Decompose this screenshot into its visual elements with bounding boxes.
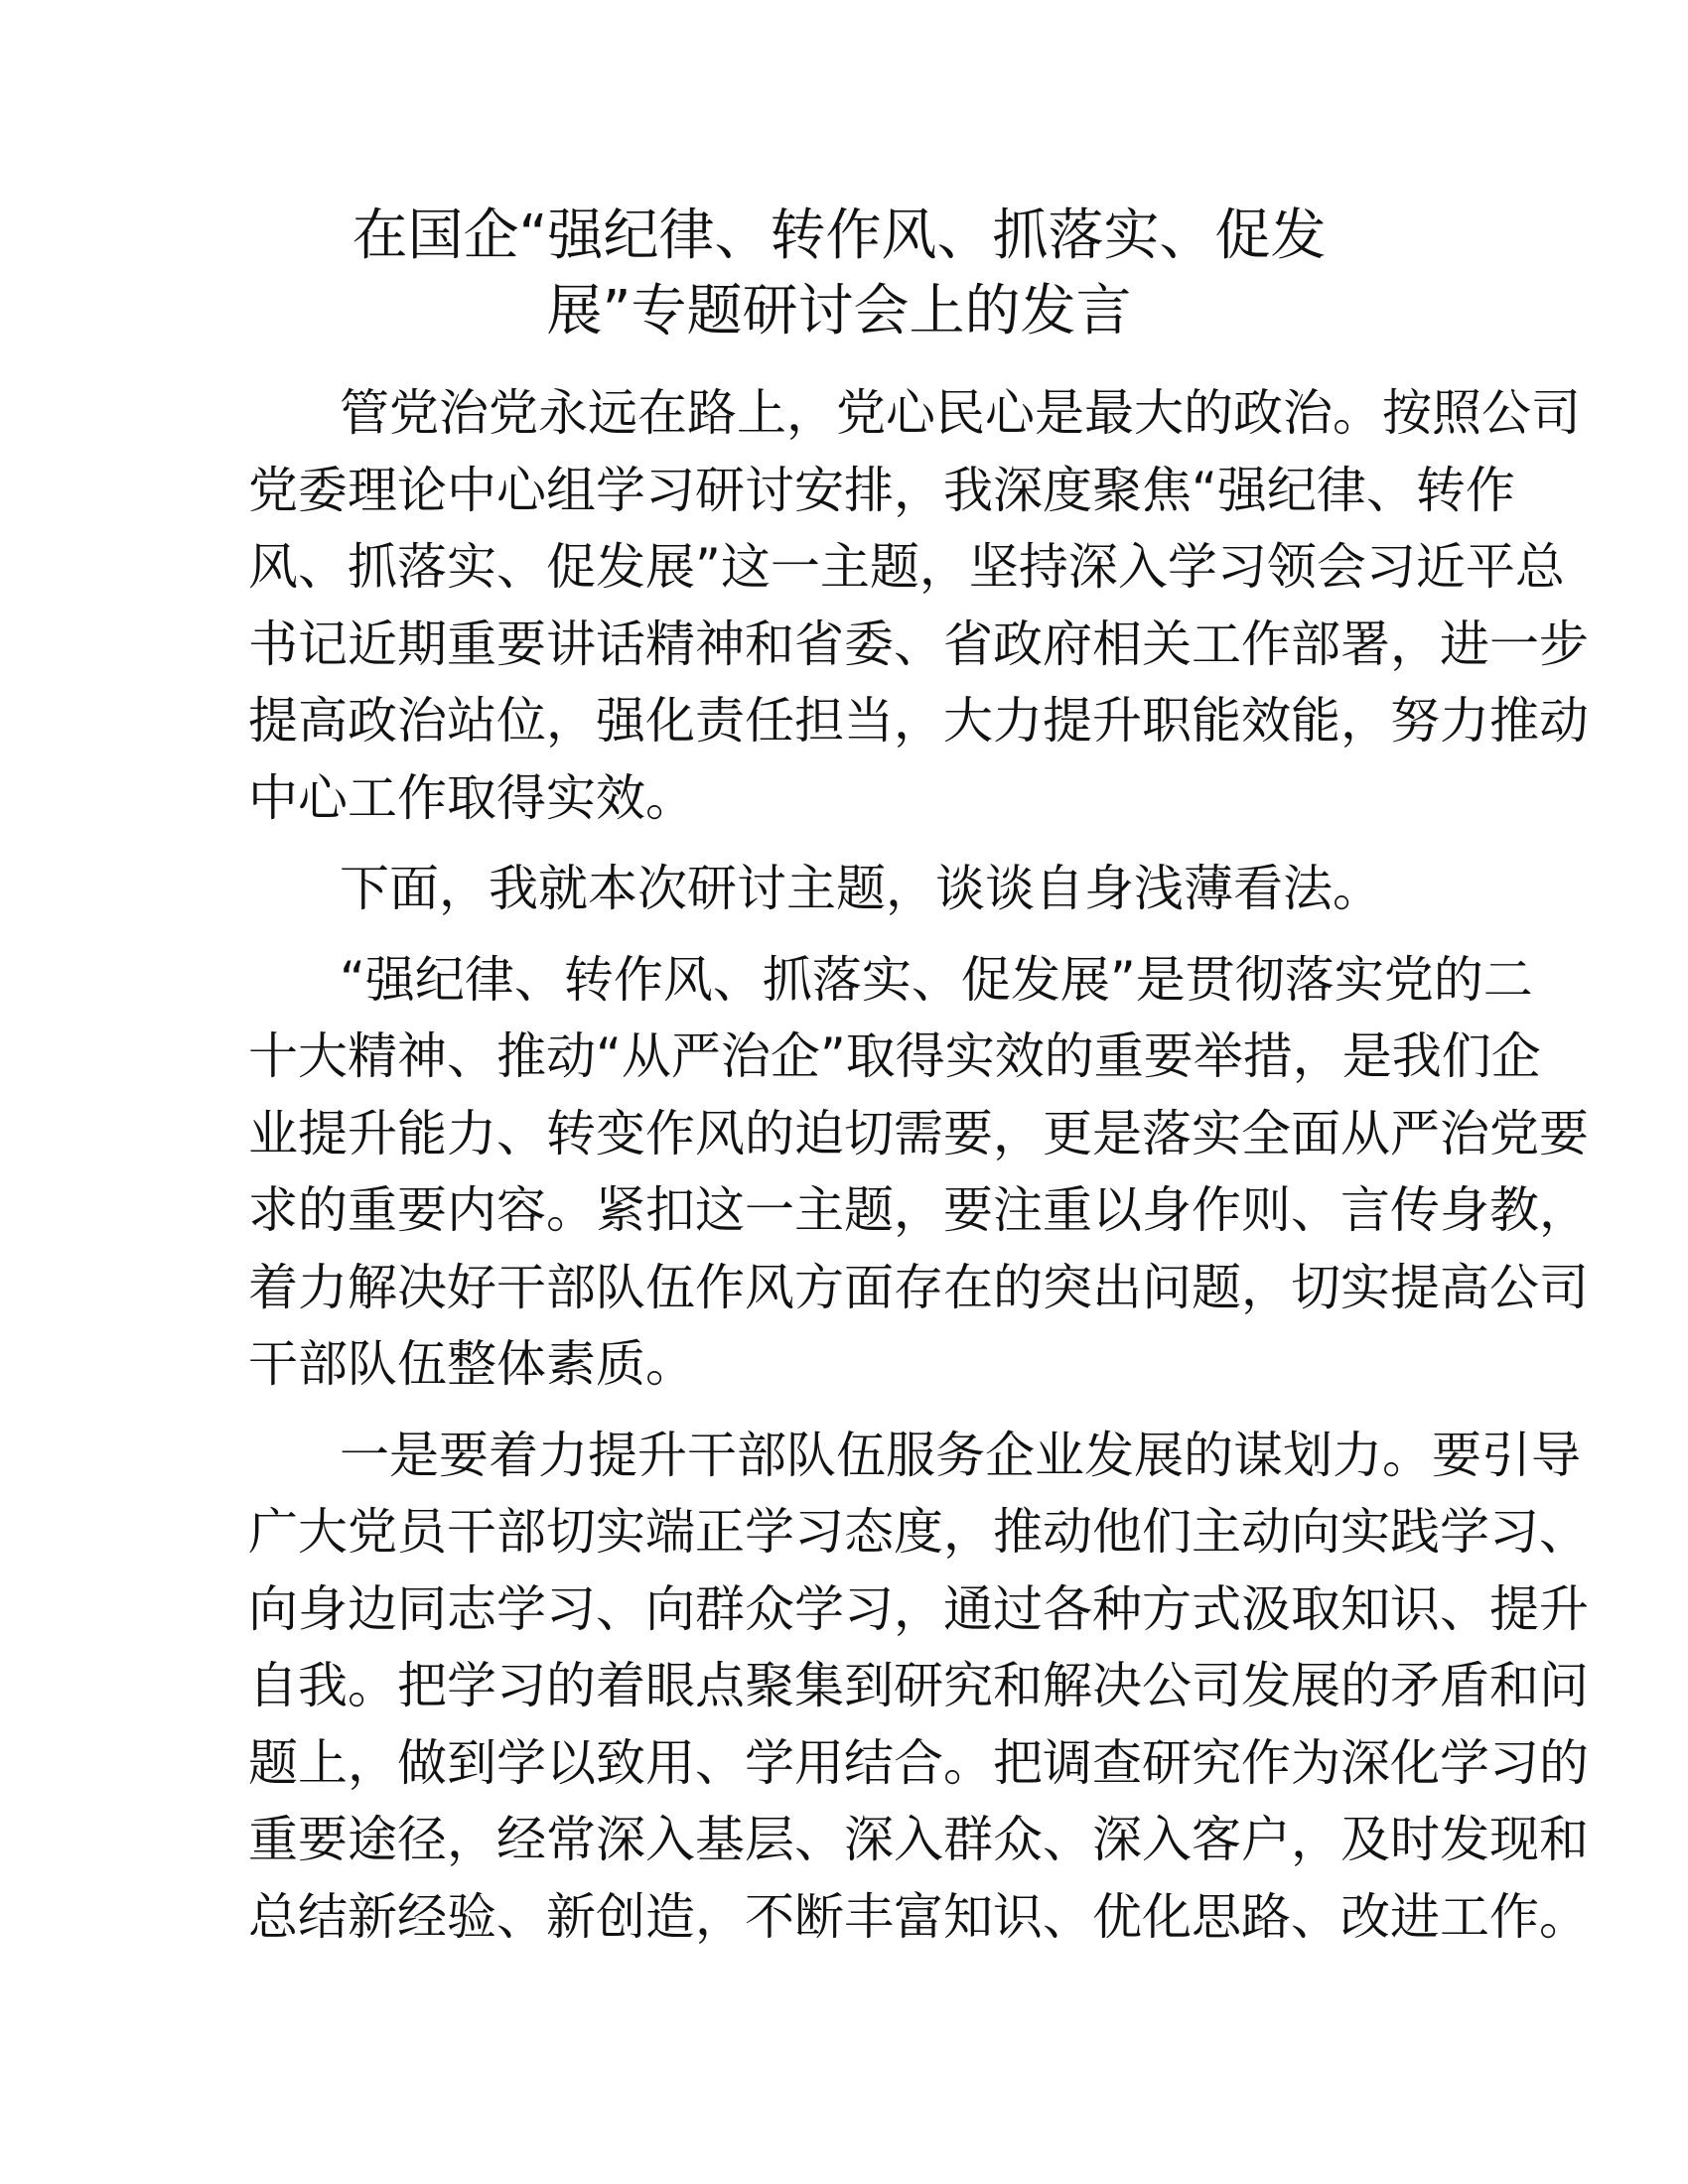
paragraph-line: 题上，做到学以致用、学用结合。把调查研究作为深化学习的 <box>248 1733 1589 1792</box>
paragraph-line: 求的重要内容。紧扣这一主题，要注重以身作则、言传身教， <box>248 1181 1589 1239</box>
paragraph-line: 中心工作取得实效。 <box>248 768 695 827</box>
paragraph-line: 向身边同志学习、向群众学习，通过各种方式汲取知识、提升 <box>248 1579 1589 1638</box>
paragraph-line: 风、抓落实、促发展”这一主题，坚持深入学习领会习近平总 <box>248 538 1565 596</box>
title-line-2: 展”专题研讨会上的发言 <box>546 279 1132 343</box>
paragraph <box>248 375 1589 837</box>
paragraph-line: 十大精神、推动“从严治企”取得实效的重要举措，是我们企 <box>248 1027 1541 1085</box>
paragraph-line: 自我。把学习的着眼点聚集到研究和解决公司发展的矛盾和问 <box>248 1657 1589 1714</box>
paragraph-line: 书记近期重要讲话精神和省委、省政府相关工作部署，进一步 <box>248 614 1589 673</box>
document-title <box>248 199 1430 349</box>
paragraph <box>248 1418 1589 1957</box>
paragraph-line: 业提升能力、转变作风的迫切需要，更是落实全面从严治党要 <box>248 1104 1589 1162</box>
paragraph <box>248 851 1430 928</box>
paragraph-line: “强纪律、转作风、抓落实、促发展”是贯彻落实党的二 <box>340 950 1533 1009</box>
document-body <box>248 375 1589 1970</box>
paragraph-line: 着力解决好干部队伍作风方面存在的突出问题，切实提高公司 <box>248 1258 1589 1316</box>
paragraph-line: 下面，我就本次研讨主题，谈谈自身浅薄看法。 <box>340 860 1382 917</box>
paragraph-line: 总结新经验、新创造，不断丰富知识、优化思路、改进工作。 <box>248 1887 1589 1946</box>
paragraph-line: 重要途径，经常深入基层、深入群众、深入客户，及时发现和 <box>248 1811 1589 1868</box>
paragraph-line: 管党治党永远在路上，党心民心是最大的政治。按照公司 <box>340 384 1581 442</box>
title-line-1: 在国企“强纪律、转作风、抓落实、促发 <box>352 204 1327 268</box>
paragraph-line: 提高政治站位，强化责任担当，大力提升职能效能，努力推动 <box>248 692 1589 750</box>
paragraph-line: 党委理论中心组学习研讨安排，我深度聚焦“强纪律、转作 <box>248 461 1515 519</box>
paragraph-line: 干部队伍整体素质。 <box>248 1335 695 1393</box>
paragraph-line: 一是要着力提升干部队伍服务企业发展的谋划力。要引导 <box>340 1426 1581 1484</box>
paragraph-line: 广大党员干部切实端正学习态度，推动他们主动向实践学习、 <box>248 1503 1589 1561</box>
paragraph <box>248 942 1589 1404</box>
